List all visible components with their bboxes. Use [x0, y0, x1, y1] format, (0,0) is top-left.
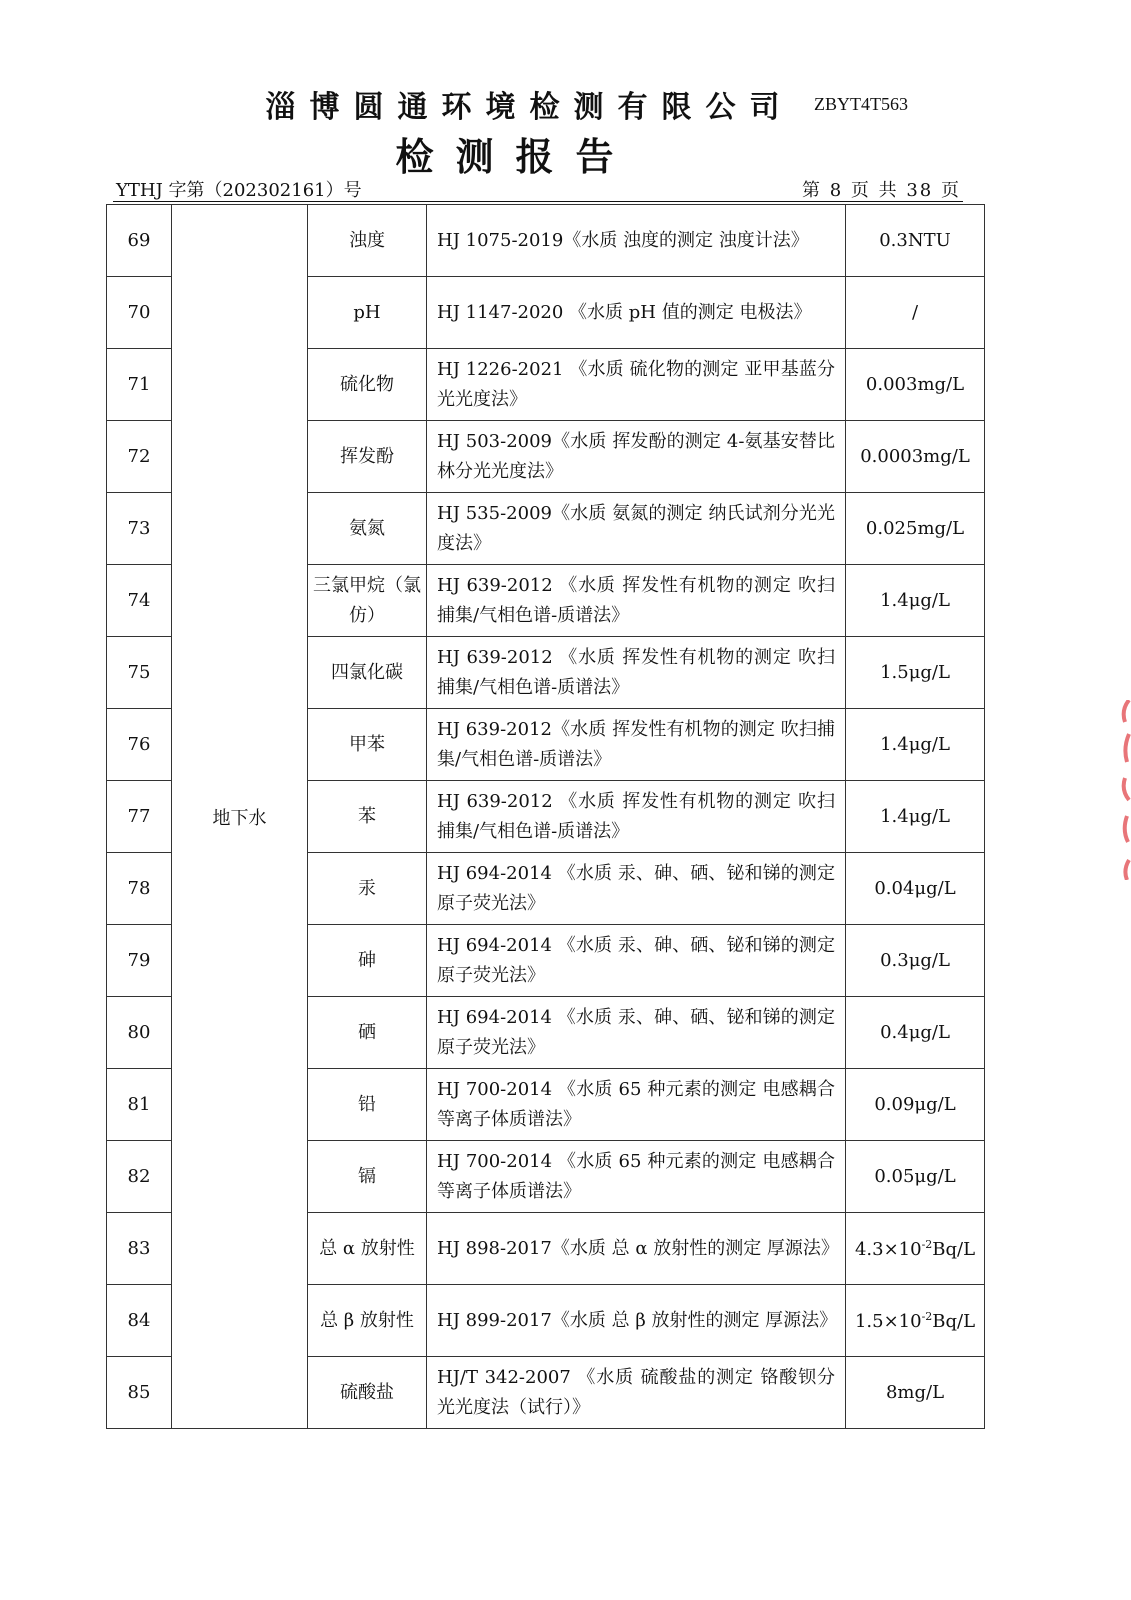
test-item: 砷 — [308, 925, 427, 997]
test-standard: HJ 898-2017《水质 总 α 放射性的测定 厚源法》 — [427, 1213, 846, 1285]
test-item: 挥发酚 — [308, 421, 427, 493]
header-divider — [113, 201, 963, 202]
test-item: 硒 — [308, 997, 427, 1069]
test-standard: HJ 639-2012 《水质 挥发性有机物的测定 吹扫捕集/气相色谱-质谱法》 — [427, 565, 846, 637]
detection-limit: 1.5μg/L — [846, 637, 985, 709]
test-item: 总 β 放射性 — [308, 1285, 427, 1357]
company-name: 淄博圆通环境检测有限公司 — [265, 90, 794, 125]
test-standard: HJ/T 342-2007 《水质 硫酸盐的测定 铬酸钡分光光度法（试行）》 — [427, 1357, 846, 1429]
row-number: 75 — [107, 637, 172, 709]
row-number: 82 — [107, 1141, 172, 1213]
page-info: 第 8 页 共 38 页 — [802, 180, 961, 201]
limit-exponent: -2 — [921, 1309, 933, 1323]
report-number: YTHJ 字第（202302161）号 — [116, 180, 362, 201]
stamp-fragment — [1119, 700, 1131, 880]
test-item: 四氯化碳 — [308, 637, 427, 709]
row-number: 85 — [107, 1357, 172, 1429]
detection-limit: / — [846, 277, 985, 349]
detection-limit — [846, 1213, 985, 1285]
row-number: 70 — [107, 277, 172, 349]
test-item: 三氯甲烷（氯仿） — [308, 565, 427, 637]
test-standard: HJ 899-2017《水质 总 β 放射性的测定 厚源法》 — [427, 1285, 846, 1357]
test-item: 硫酸盐 — [308, 1357, 427, 1429]
test-standard: HJ 1226-2021 《水质 硫化物的测定 亚甲基蓝分光光度法》 — [427, 349, 846, 421]
test-item: 镉 — [308, 1141, 427, 1213]
row-number: 80 — [107, 997, 172, 1069]
test-standard: HJ 700-2014 《水质 65 种元素的测定 电感耦合等离子体质谱法》 — [427, 1141, 846, 1213]
test-item: 氨氮 — [308, 493, 427, 565]
detection-limit: 0.05μg/L — [846, 1141, 985, 1213]
detection-limit: 1.4μg/L — [846, 565, 985, 637]
detection-limit: 1.4μg/L — [846, 709, 985, 781]
detection-limit — [846, 1285, 985, 1357]
test-item: 苯 — [308, 781, 427, 853]
report-title — [0, 126, 1131, 181]
limit-unit: Bq/L — [932, 1310, 976, 1332]
test-standard: HJ 503-2009《水质 挥发酚的测定 4-氨基安替比林分光光度法》 — [427, 421, 846, 493]
row-number: 84 — [107, 1285, 172, 1357]
row-number: 83 — [107, 1213, 172, 1285]
test-standard: HJ 639-2012 《水质 挥发性有机物的测定 吹扫捕集/气相色谱-质谱法》 — [427, 781, 846, 853]
detection-limit: 0.4μg/L — [846, 997, 985, 1069]
limit-exponent: -2 — [921, 1237, 933, 1251]
detection-limit: 0.09μg/L — [846, 1069, 985, 1141]
test-standard: HJ 694-2014 《水质 汞、砷、硒、铋和锑的测定 原子荧光法》 — [427, 997, 846, 1069]
row-number: 76 — [107, 709, 172, 781]
test-method-table — [106, 204, 985, 1429]
row-number: 72 — [107, 421, 172, 493]
row-number: 78 — [107, 853, 172, 925]
row-number: 71 — [107, 349, 172, 421]
row-number: 73 — [107, 493, 172, 565]
row-number: 74 — [107, 565, 172, 637]
test-item: 汞 — [308, 853, 427, 925]
test-standard: HJ 694-2014 《水质 汞、砷、硒、铋和锑的测定 原子荧光法》 — [427, 853, 846, 925]
detection-limit: 0.3NTU — [846, 205, 985, 277]
company-header — [0, 82, 1131, 126]
test-standard: HJ 639-2012 《水质 挥发性有机物的测定 吹扫捕集/气相色谱-质谱法》 — [427, 637, 846, 709]
detection-limit: 8mg/L — [846, 1357, 985, 1429]
limit-base: 1.5×10 — [854, 1310, 922, 1332]
row-number: 69 — [107, 205, 172, 277]
test-standard: HJ 694-2014 《水质 汞、砷、硒、铋和锑的测定 原子荧光法》 — [427, 925, 846, 997]
limit-base: 4.3×10 — [854, 1238, 922, 1260]
report-title-text: 检测报告 — [395, 134, 636, 179]
document-code: ZBYT4T563 — [814, 94, 908, 114]
test-item: 总 α 放射性 — [308, 1213, 427, 1285]
test-item: pH — [308, 277, 427, 349]
detection-limit: 0.3μg/L — [846, 925, 985, 997]
limit-unit: Bq/L — [932, 1238, 976, 1260]
test-standard: HJ 535-2009《水质 氨氮的测定 纳氏试剂分光光度法》 — [427, 493, 846, 565]
detection-limit: 0.025mg/L — [846, 493, 985, 565]
test-item: 铅 — [308, 1069, 427, 1141]
test-standard: HJ 1147-2020 《水质 pH 值的测定 电极法》 — [427, 277, 846, 349]
test-item: 甲苯 — [308, 709, 427, 781]
test-item: 浊度 — [308, 205, 427, 277]
test-standard: HJ 700-2014 《水质 65 种元素的测定 电感耦合等离子体质谱法》 — [427, 1069, 846, 1141]
test-item: 硫化物 — [308, 349, 427, 421]
test-standard: HJ 639-2012《水质 挥发性有机物的测定 吹扫捕集/气相色谱-质谱法》 — [427, 709, 846, 781]
detection-limit: 0.0003mg/L — [846, 421, 985, 493]
row-number: 77 — [107, 781, 172, 853]
detection-limit: 0.003mg/L — [846, 349, 985, 421]
detection-limit: 0.04μg/L — [846, 853, 985, 925]
detection-limit: 1.4μg/L — [846, 781, 985, 853]
row-number: 79 — [107, 925, 172, 997]
table-row — [107, 205, 985, 277]
row-number: 81 — [107, 1069, 172, 1141]
test-standard: HJ 1075-2019《水质 浊度的测定 浊度计法》 — [427, 205, 846, 277]
sample-category: 地下水 — [172, 205, 308, 1429]
